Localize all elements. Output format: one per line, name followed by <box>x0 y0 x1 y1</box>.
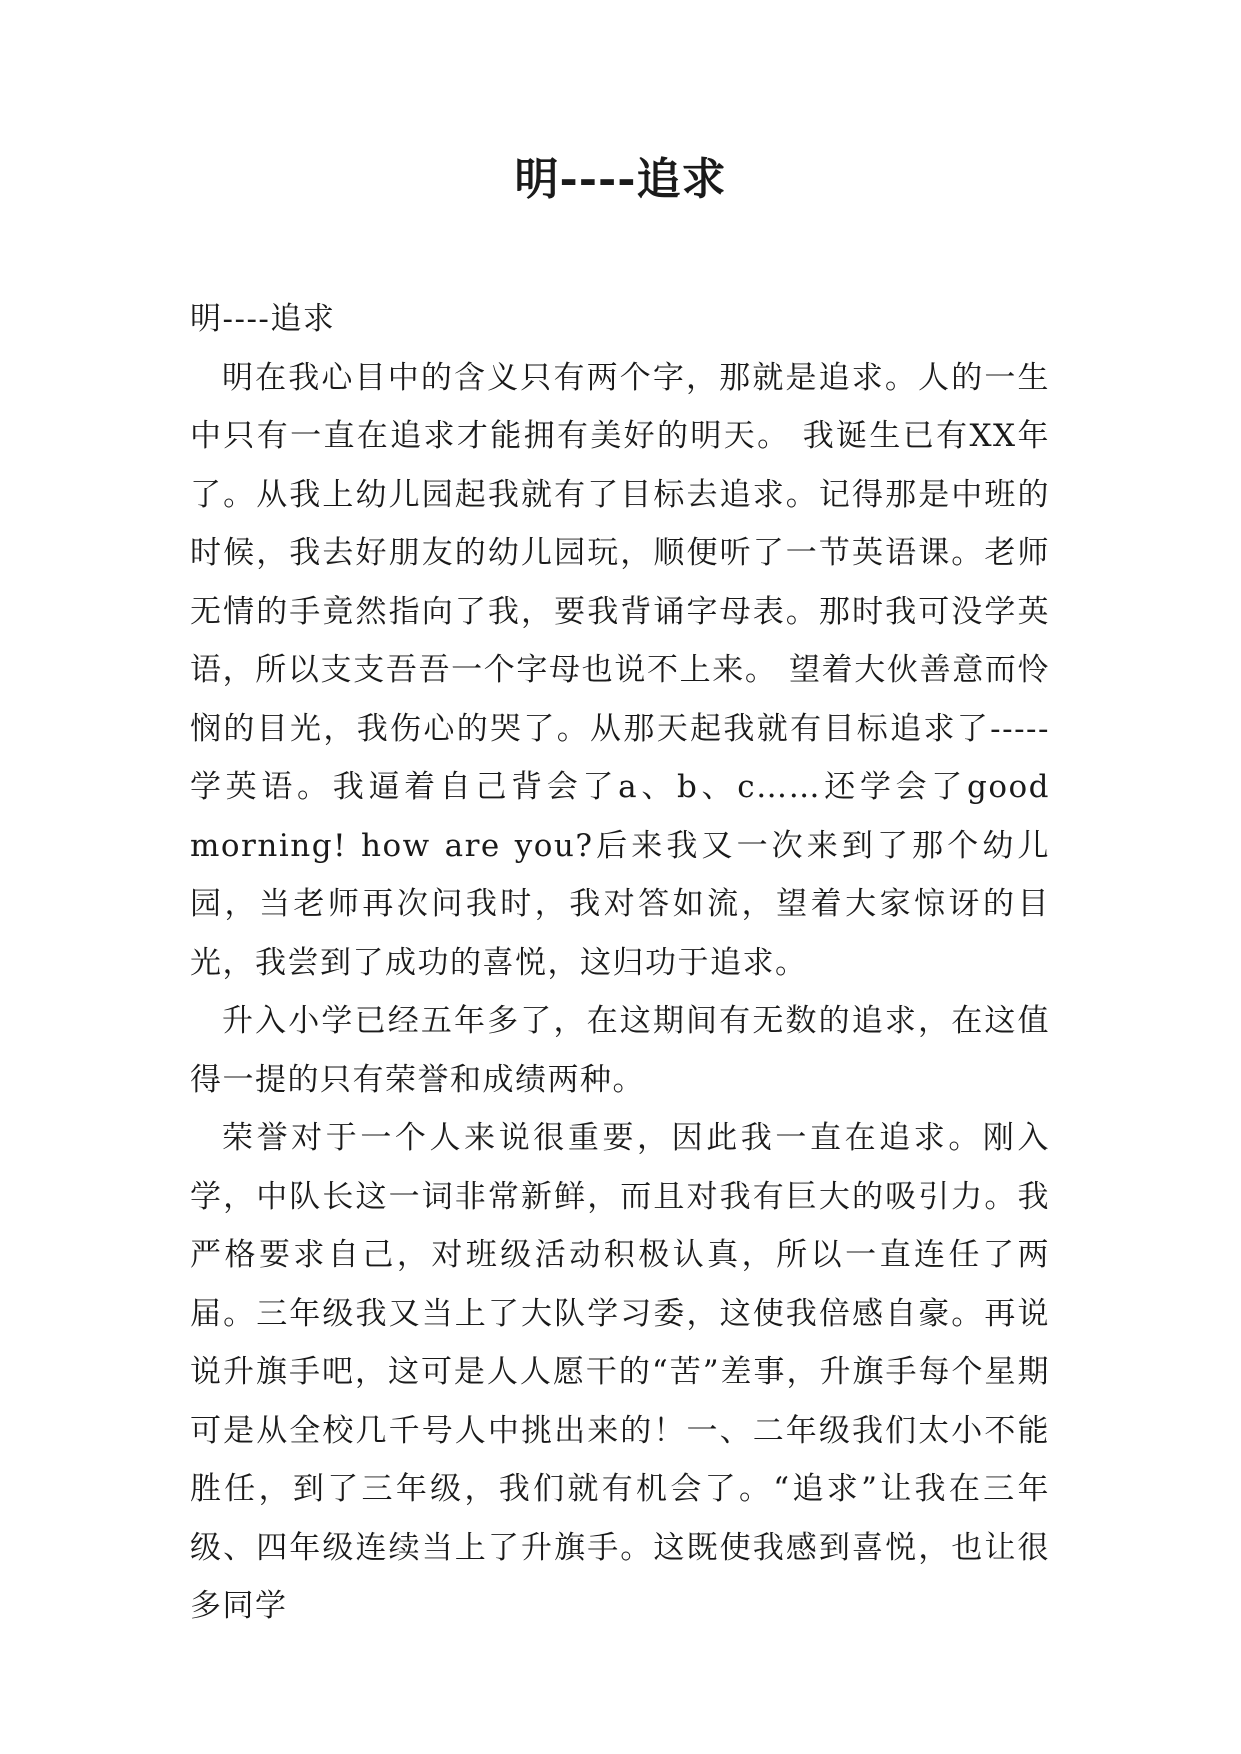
document-body <box>190 290 1050 1636</box>
paragraph: 升入小学已经五年多了，在这期间有无数的追求，在这值得一提的只有荣誉和成绩两种。 <box>190 1003 1050 1098</box>
paragraph: 荣誉对于一个人来说很重要，因此我一直在追求。刚入学，中队长这一词非常新鲜，而且对我有巨大的吸引力。我严格要求自己，对班级活动积极认真，所以一直连任了两届。三年级我又当上了大队学习委，这使我倍感自豪。再说说升旗手吧，这可是人人愿干的“苦”差事，升旗手每个星期可是从全校几千号人中挑出来的！一、二年级我们太小不能胜任，到了三年级，我们就有机会了。“追求”让我在三年级、四年级连续当上了升旗手。这既使我感到喜悦，也让很多同学 <box>190 1120 1050 1624</box>
paragraph-heading: 明----追求 <box>190 301 336 337</box>
paragraph: 明在我心目中的含义只有两个字，那就是追求。人的一生中只有一直在追求才能拥有美好的明天。 我诞生已有XX年了。从我上幼儿园起我就有了目标去追求。记得那是中班的时候，我去好朋友的幼儿园玩，顺便听了一节英语课。老师无情的手竟然指向了我，要我背诵字母表。那时我可没学英语，所以支支吾吾一个字母也说不上来。 望着大伙善意而怜悯的目光，我伤心的哭了。从那天起我就有目标追求了-----学英语。我逼着自己背会了a、b、c……还学会了good morning! how are you?后来我又一次来到了那个幼儿园，当老师再次问我时，我对答如流，望着大家惊讶的目光，我尝到了成功的喜悦，这归功于追求。 <box>190 359 1050 981</box>
document-title: 明----追求 <box>514 154 727 205</box>
